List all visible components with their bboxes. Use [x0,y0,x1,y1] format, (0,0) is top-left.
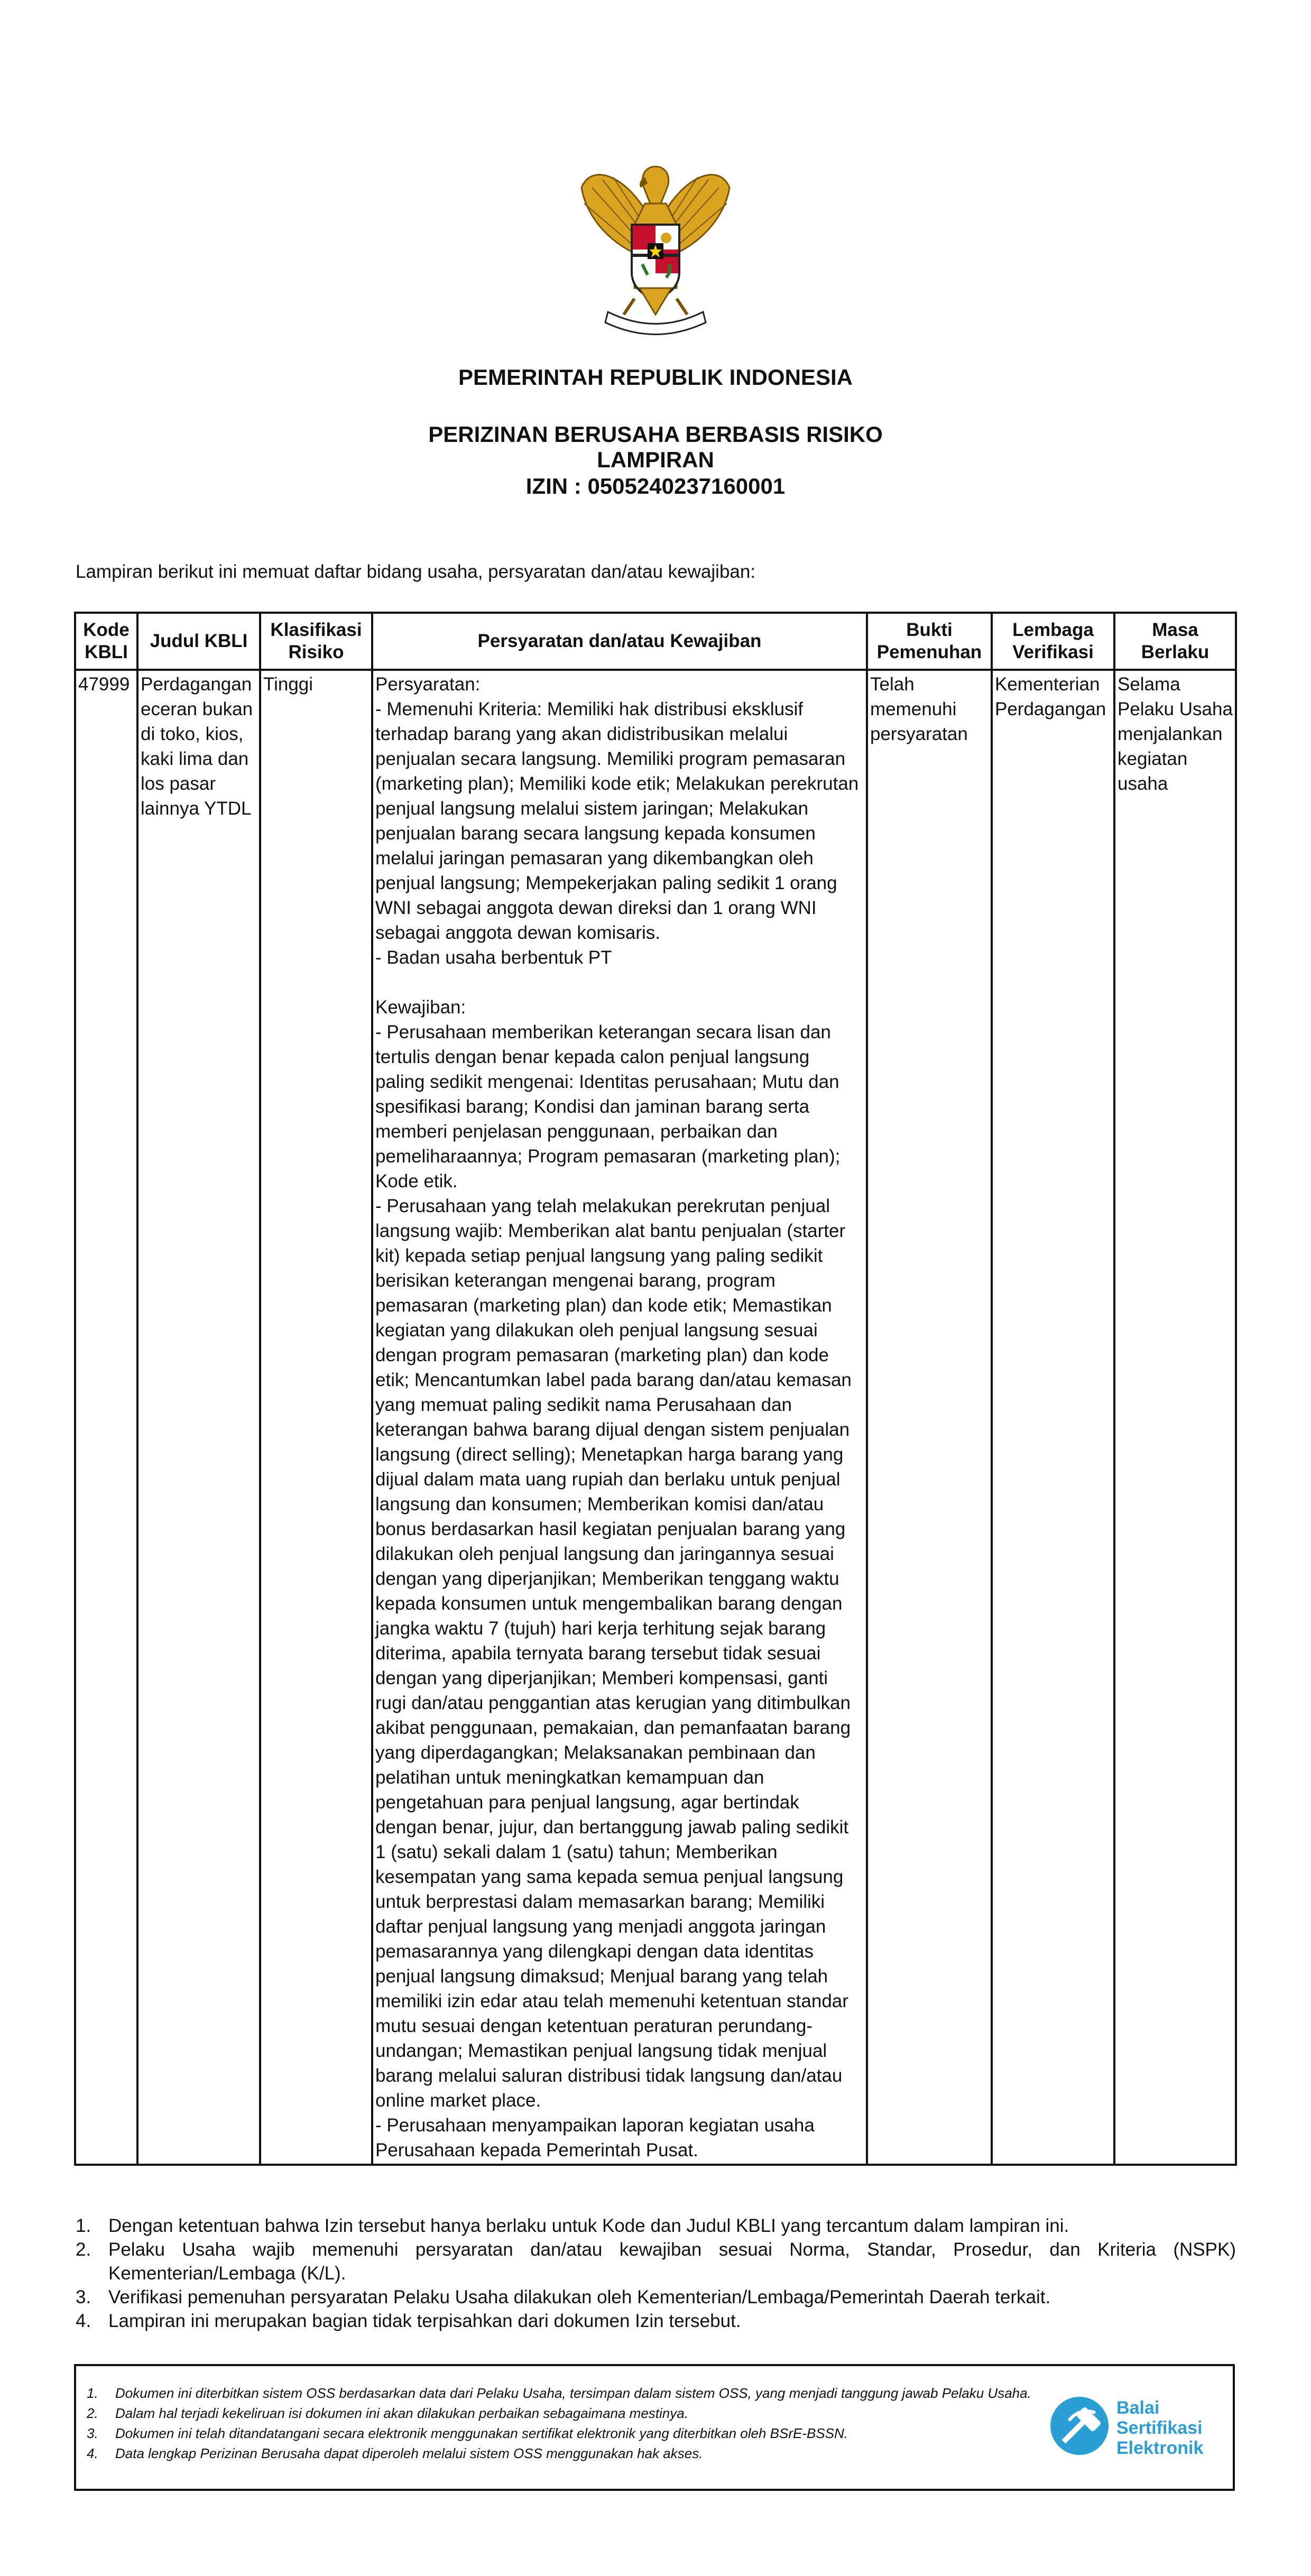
kbli-table [74,612,1237,2166]
notes-list [76,2214,1236,2333]
bsre-line2: Sertifikasi [1116,2418,1203,2438]
table-header-row [75,613,1236,670]
footer-box [74,2364,1235,2491]
footer-notes [87,2383,1091,2463]
bsre-logo-icon [1048,2386,1227,2466]
header-judul: Judul KBLI [137,613,260,670]
cell-masa: Selama Pelaku Usaha menjalankan kegiatan usaha [1114,670,1236,2165]
bsre-line3: Elektronik [1116,2438,1204,2458]
header-kode: Kode KBLI [75,613,137,670]
table-row [75,670,1236,2165]
permit-number: IZIN : 0505240237160001 [525,474,786,498]
list-item: 1. Dengan ketentuan bahwa Izin tersebut hanya berlaku untuk Kode dan Judul KBLI yang tercantum dalam lampiran ini. [76,2215,1069,2236]
intro-text: Lampiran berikut ini memuat daftar bidang usaha, persyaratan dan/atau kewajiban: [76,561,756,582]
list-item: 1. Dokumen ini diterbitkan sistem OSS berdasarkan data dari Pelaku Usaha, tersimpan dalam sistem OSS, yang menjadi tanggung jawab Pelaku Usaha. [87,2385,1031,2401]
header-klasifikasi: Klasifikasi Risiko [260,613,372,670]
list-item: 2. Dalam hal terjadi kekeliruan isi dokumen ini akan dilakukan perbaikan sebagaimana mestinya. [87,2405,688,2421]
cell-bukti: Telah memenuhi persyaratan [867,670,992,2165]
bsre-line1: Balai [1116,2398,1160,2418]
header-lembaga: Lembaga Verifikasi [992,613,1114,670]
header-bukti: Bukti Pemenuhan [867,613,992,670]
list-item: 4. Lampiran ini merupakan bagian tidak terpisahkan dari dokumen Izin tersebut. [76,2311,741,2331]
document-title: PERIZINAN BERUSAHA BERBASIS RISIKO [428,422,883,447]
cell-kode: 47999 [75,670,137,2165]
list-item: 4. Data lengkap Perizinan Berusaha dapat diperoleh melalui sistem OSS menggunakan hak akses. [87,2445,703,2461]
header-masa: Masa Berlaku [1114,613,1236,670]
document-subtitle: LAMPIRAN [597,447,714,472]
cell-judul: Perdagangan eceran bukan di toko, kios, kaki lima dan los pasar lainnya YTDL [137,670,260,2165]
list-item: 3. Dokumen ini telah ditandatangani secara elektronik menggunakan sertifikat elektronik yang diterbitkan oleh BSrE-BSSN. [87,2425,848,2441]
header-persyaratan: Persyaratan dan/atau Kewajiban [372,613,867,670]
cell-persyaratan: Persyaratan: - Memenuhi Kriteria: Memiliki hak distribusi eksklusif terhadap barang yang akan didistribusikan melalui penjualan secara langsung. Memiliki program pemasaran (marketing plan); Memiliki kode etik; Melakukan perekrutan penjual langsung melalui sistem jaringan; Melakukan penjualan barang secara langsung kepada konsumen melalui jaringan pemasaran yang dikembangkan oleh penjual langsung; Mempekerjakan paling sedikit 1 orang WNI sebagai anggota dewan direksi dan 1 orang WNI sebagai anggota dewan komisaris. - Badan usaha berbentuk PT Kewajiban: - Perusahaan memberikan keterangan secara lisan dan tertulis dengan benar kepada calon penjual langsung paling sedikit mengenai: Identitas perusahaan; Mutu dan spesifikasi barang; Kondisi dan jaminan barang serta memberi penjelasan penggunaan, perbaikan dan pemeliharaannya; Program pemasaran (marketing plan); Kode etik. - Perusahaan yang telah melakukan perekrutan penjual langsung wajib: Memberikan alat bantu penjualan (starter kit) kepada setiap penjual langsung yang paling sedikit berisikan keterangan mengenai barang, program pemasaran (marketing plan) dan kode etik; Memastikan kegiatan yang dilakukan oleh penjual langsung sesuai dengan program pemasaran (marketing plan) dan kode etik; Mencantumkan label pada barang dan/atau kemasan yang memuat paling sedikit nama Perusahaan dan keterangan bahwa barang dijual dengan sistem penjualan langsung (direct selling); Menetapkan harga barang yang dijual dalam mata uang rupiah dan berlaku untuk penjual langsung dan konsumen; Memberikan komisi dan/atau bonus berdasarkan hasil kegiatan penjualan barang yang dilakukan oleh penjual langsung dan jaringannya sesuai dengan yang diperjanjikan; Memberikan tenggang waktu kepada konsumen untuk mengembalikan barang dengan jangka waktu 7 (tujuh) hari kerja terhitung sejak barang diterima, apabila ternyata barang tersebut tidak sesuai dengan yang diperjanjikan; Memberi kompensasi, ganti rugi dan/atau penggantian atas kerugian yang ditimbulkan akibat penggunaan, pemakaian, dan pemanfaatan barang yang diperdagangkan; Melaksanakan pembinaan dan pelatihan untuk meningkatkan kemampuan dan pengetahuan para penjual langsung, agar bertindak dengan benar, jujur, dan bertanggung jawab paling sedikit 1 (satu) sekali dalam 1 (satu) tahun; Memberikan kesempatan yang sama kepada semua penjual langsung untuk berprestasi dalam memasarkan barang; Memiliki daftar penjual langsung yang menjadi anggota jaringan pemasarannya yang dilengkapi dengan data identitas penjual langsung dimaksud; Menjual barang yang telah memiliki izin edar atau telah memenuhi ketentuan standar mutu sesuai dengan ketentuan peraturan perundang-undangan; Memastikan penjual langsung tidak menjual barang melalui saluran distribusi tidak langsung dan/atau online market place. - Perusahaan menyampaikan laporan kegiatan usaha Perusahaan kepada Pemerintah Pusat. [372,670,867,2165]
cell-lembaga: Kementerian Perdagangan [992,670,1114,2165]
garuda-emblem-icon [571,156,740,341]
cell-klasifikasi: Tinggi [260,670,372,2165]
list-item: 3. Verifikasi pemenuhan persyaratan Pelaku Usaha dilakukan oleh Kementerian/Lembaga/Pemerintah Daerah terkait. [76,2287,1051,2307]
government-heading: PEMERINTAH REPUBLIK INDONESIA [458,365,853,390]
list-item: 2. Pelaku Usaha wajib memenuhi persyaratan dan/atau kewajiban sesuai Norma, Standar, Prosedur, dan Kriteria (NSPK) Kementerian/Lembaga (K/L). [76,2239,1236,2284]
